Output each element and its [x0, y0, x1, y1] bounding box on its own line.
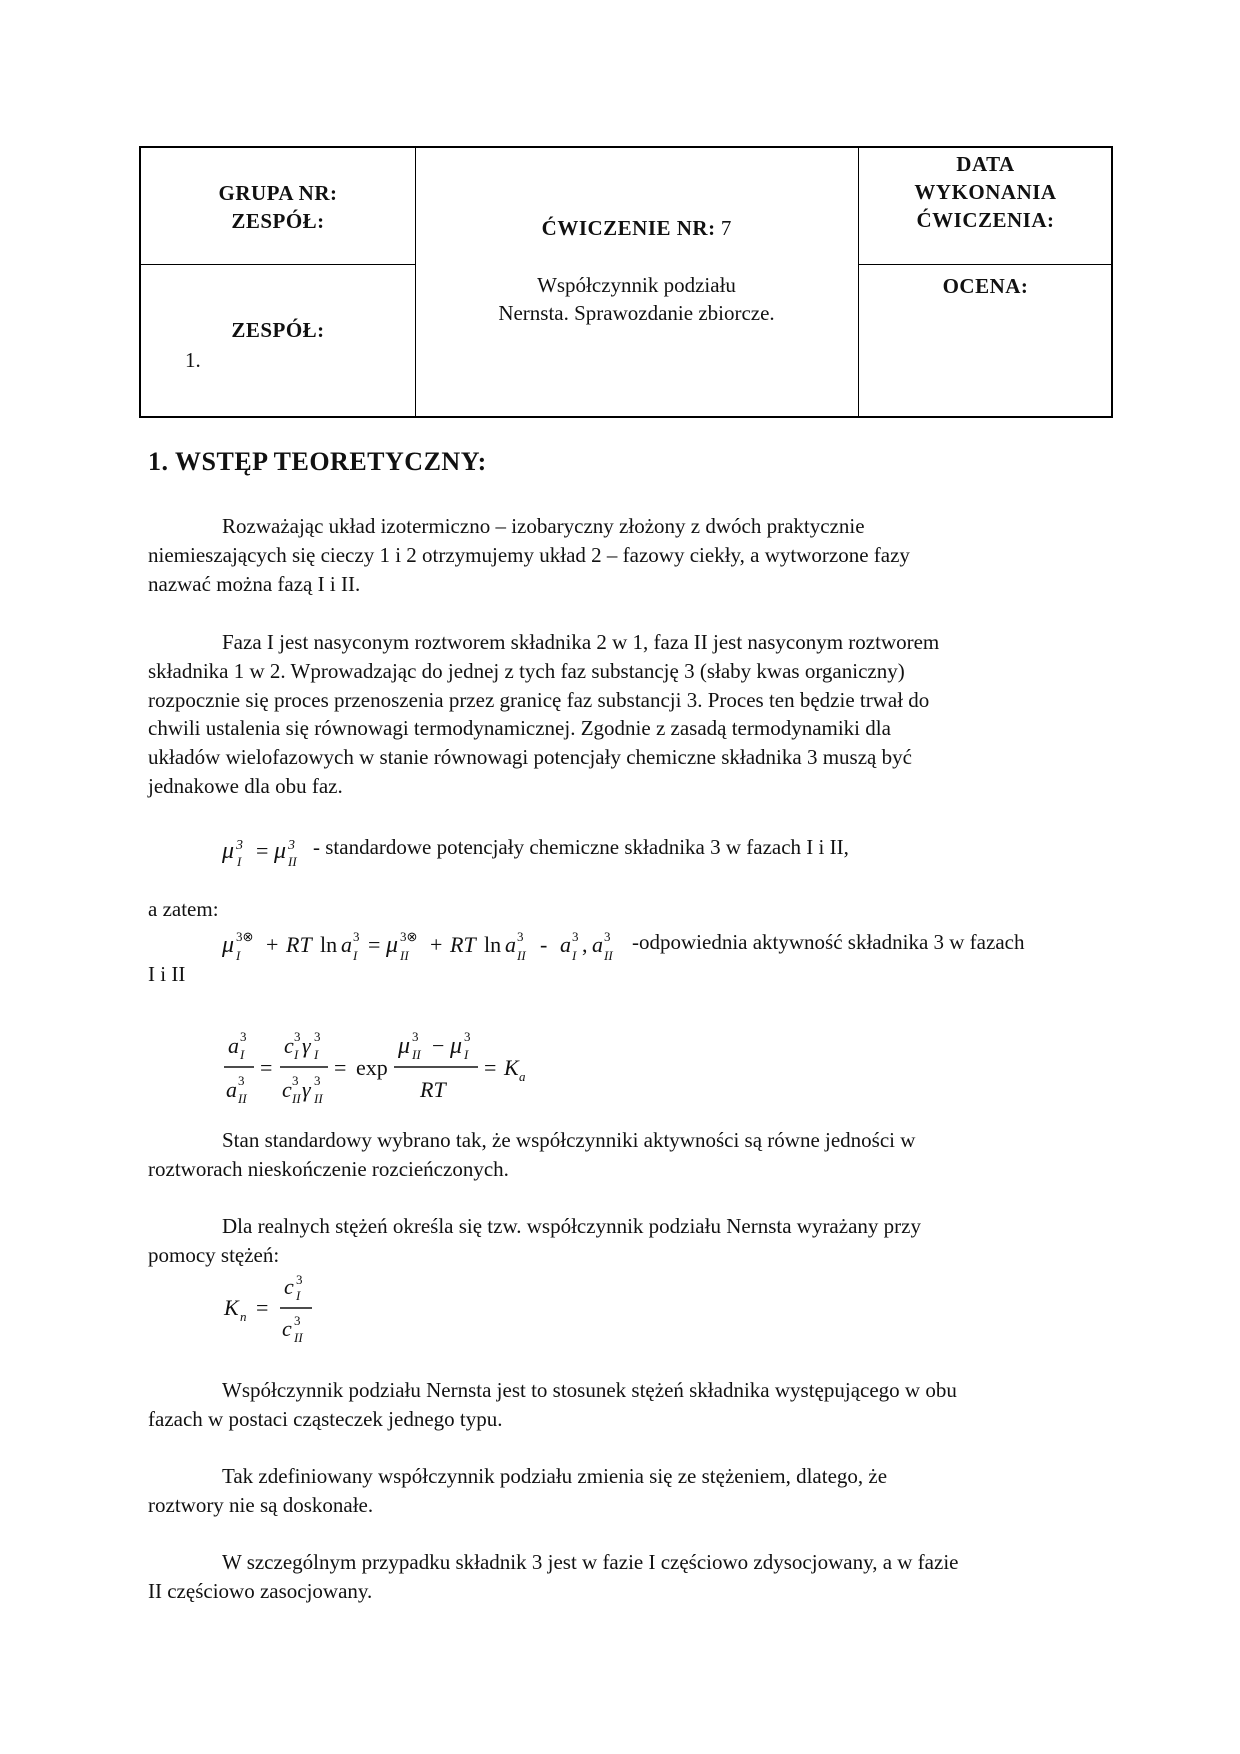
svg-text:c: c: [282, 1077, 292, 1102]
section-title: 1. WSTĘP TEORETYCZNY:: [148, 447, 487, 476]
svg-text:I: I: [353, 948, 358, 963]
svg-text:3: 3: [292, 1073, 299, 1088]
svg-text:3: 3: [412, 1029, 419, 1044]
paragraph-line: rozpocznie się proces przenoszenia przez granicę faz substancji 3. Proces ten będzie trwał do: [148, 688, 930, 712]
svg-text:3: 3: [288, 838, 295, 853]
svg-text:II: II: [314, 1091, 323, 1106]
svg-text:=: =: [368, 932, 381, 957]
svg-text:3: 3: [517, 929, 524, 944]
paragraph-line: chwili ustalenia się równowagi termodynamicznej. Zgodnie z zasadą termodynamiki dla: [148, 716, 891, 740]
paragraph-line: Rozważając układ izotermiczno – izobaryczny złożony z dwóch praktycznie: [222, 514, 865, 538]
svg-text:a: a: [228, 1033, 239, 1058]
paragraph-line: Tak zdefiniowany współczynnik podziału zmienia się ze stężeniem, dlatego, że: [222, 1464, 888, 1488]
paragraph-line: Faza I jest nasyconym roztworem składnika 2 w 1, faza II jest nasyconym roztworem: [222, 630, 940, 654]
paragraph-line: Stan standardowy wybrano tak, że współczynniki aktywności są równe jedności w: [222, 1128, 916, 1152]
equation-description: -odpowiednia aktywność składnika 3 w fazach: [632, 930, 1025, 954]
equation-nernst-coefficient: [220, 1270, 330, 1346]
svg-text:a: a: [505, 932, 516, 957]
paragraph-line: roztwory nie są doskonałe.: [148, 1493, 374, 1517]
equation-chemical-potential: [220, 922, 632, 966]
group-cell: [141, 179, 415, 235]
paragraph-line: W szczególnym przypadku składnik 3 jest w fazie I częściowo zdysocjowany, a w fazie: [222, 1550, 959, 1574]
svg-text:3: 3: [604, 929, 611, 944]
svg-text:3: 3: [572, 929, 579, 944]
exercise-title-line2: Nernsta. Sprawozdanie zbiorcze.: [498, 301, 775, 325]
svg-text:3: 3: [314, 1029, 321, 1044]
svg-text:II: II: [294, 1330, 303, 1345]
svg-text:=: =: [256, 1295, 269, 1320]
svg-text:I: I: [240, 1047, 245, 1062]
svg-text:μ: μ: [398, 1033, 411, 1059]
svg-text:a: a: [592, 932, 603, 957]
paragraph-line: nazwać można fazą I i II.: [148, 572, 361, 596]
paragraph-line: Dla realnych stężeń określa się tzw. współczynnik podziału Nernsta wyrażany przy: [222, 1214, 921, 1238]
svg-text:II: II: [400, 948, 409, 963]
svg-text:a: a: [341, 932, 352, 957]
svg-text:3⊗: 3⊗: [400, 929, 418, 944]
group-label: GRUPA NR:: [218, 181, 338, 205]
svg-text:μ: μ: [450, 1033, 463, 1059]
svg-text:II: II: [412, 1047, 421, 1062]
svg-text:I: I: [464, 1047, 469, 1062]
exercise-heading: [415, 214, 858, 242]
paragraph-line: pomocy stężeń:: [148, 1243, 280, 1267]
svg-text:RT: RT: [286, 932, 312, 957]
date-cell: [858, 150, 1113, 234]
svg-text:n: n: [240, 1309, 247, 1324]
equation-activity-ratio: [220, 1015, 540, 1115]
svg-text:I: I: [294, 1047, 299, 1062]
svg-text:=: =: [484, 1055, 497, 1080]
svg-text:3: 3: [353, 929, 360, 944]
exercise-label: ĆWICZENIE NR:: [541, 216, 716, 240]
paragraph-line: niemieszających się cieczy 1 i 2 otrzymujemy układ 2 – fazowy ciekły, a wytworzone fazy: [148, 543, 910, 567]
team-label-bottom: ZESPÓŁ:: [231, 318, 325, 342]
svg-text:I: I: [237, 854, 242, 869]
svg-text:a: a: [560, 932, 571, 957]
svg-text:=: =: [256, 838, 269, 863]
svg-text:3: 3: [238, 1073, 245, 1088]
svg-text:μ: μ: [274, 838, 287, 864]
svg-text:3⊗: 3⊗: [236, 929, 254, 944]
svg-text:exp: exp: [356, 1055, 388, 1080]
equation-description: - standardowe potencjały chemiczne składnika 3 w fazach I i II,: [313, 835, 849, 859]
svg-text:c: c: [284, 1274, 294, 1299]
table-divider: [141, 264, 415, 265]
svg-text:II: II: [604, 948, 613, 963]
svg-text:II: II: [288, 854, 297, 869]
svg-text:3: 3: [464, 1029, 471, 1044]
svg-text:a: a: [226, 1077, 237, 1102]
paragraph-line: fazach w postaci cząsteczek jednego typu.: [148, 1407, 503, 1431]
svg-text:II: II: [238, 1091, 247, 1106]
header-table: [139, 146, 1113, 418]
paragraph-line: układów wielofazowych w stanie równowagi potencjały chemiczne składnika 3 muszą być: [148, 745, 912, 769]
svg-text:3: 3: [294, 1313, 301, 1328]
svg-text:3: 3: [240, 1029, 247, 1044]
paragraph-line: Współczynnik podziału Nernsta jest to stosunek stężeń składnika występującego w obu: [222, 1378, 957, 1402]
svg-text:=: =: [260, 1055, 273, 1080]
svg-text:3: 3: [314, 1073, 321, 1088]
svg-text:μ: μ: [386, 932, 399, 958]
svg-text:RT: RT: [450, 932, 476, 957]
svg-text:γ: γ: [302, 1077, 311, 1102]
svg-text:+: +: [266, 932, 279, 957]
svg-text:I: I: [314, 1047, 319, 1062]
svg-text:γ: γ: [302, 1033, 311, 1058]
svg-text:c: c: [282, 1316, 292, 1341]
exercise-title-line1: Współczynnik podziału: [537, 273, 736, 297]
paragraph-line: roztworach nieskończenie rozcieńczonych.: [148, 1157, 509, 1181]
paragraph-line: a zatem:: [148, 897, 219, 921]
svg-text:-: -: [540, 932, 548, 957]
svg-text:I: I: [236, 948, 241, 963]
svg-text:II: II: [292, 1091, 301, 1106]
svg-text:3: 3: [296, 1272, 303, 1287]
equation-mu-equal: [220, 830, 320, 872]
paragraph-line: jednakowe dla obu faz.: [148, 774, 343, 798]
paragraph-line: składnika 1 w 2. Wprowadzając do jednej z tych faz substancję 3 (słaby kwas organiczny): [148, 659, 905, 683]
svg-text:II: II: [517, 948, 526, 963]
svg-text:+: +: [430, 932, 443, 957]
svg-text:ln: ln: [484, 932, 502, 957]
team-label: ZESPÓŁ:: [231, 209, 325, 233]
svg-text:=: =: [334, 1055, 347, 1080]
svg-text:3: 3: [294, 1029, 301, 1044]
table-divider: [858, 264, 1113, 265]
svg-text:3: 3: [236, 838, 243, 853]
svg-text:K: K: [224, 1295, 239, 1320]
svg-text:K: K: [504, 1055, 519, 1080]
svg-text:I: I: [572, 948, 577, 963]
exercise-title: [415, 271, 858, 327]
svg-text:I: I: [296, 1288, 301, 1303]
paragraph-line: II częściowo zasocjowany.: [148, 1579, 373, 1603]
paragraph-line: I i II: [148, 962, 186, 986]
date-label-line2: WYKONANIA: [914, 180, 1057, 204]
date-label-line3: ĆWICZENIA:: [916, 208, 1055, 232]
team-member-1: 1.: [185, 348, 201, 372]
svg-text:μ: μ: [222, 838, 235, 864]
svg-text:c: c: [284, 1033, 294, 1058]
svg-text:ln: ln: [320, 932, 338, 957]
svg-text:RT: RT: [420, 1077, 446, 1102]
svg-text:−: −: [432, 1033, 445, 1058]
grade-label: OCENA:: [942, 274, 1029, 298]
exercise-number: 7: [720, 216, 732, 240]
svg-text:,: ,: [582, 932, 588, 957]
date-label-line1: DATA: [956, 152, 1015, 176]
svg-text:a: a: [519, 1069, 526, 1084]
svg-text:μ: μ: [222, 932, 235, 958]
